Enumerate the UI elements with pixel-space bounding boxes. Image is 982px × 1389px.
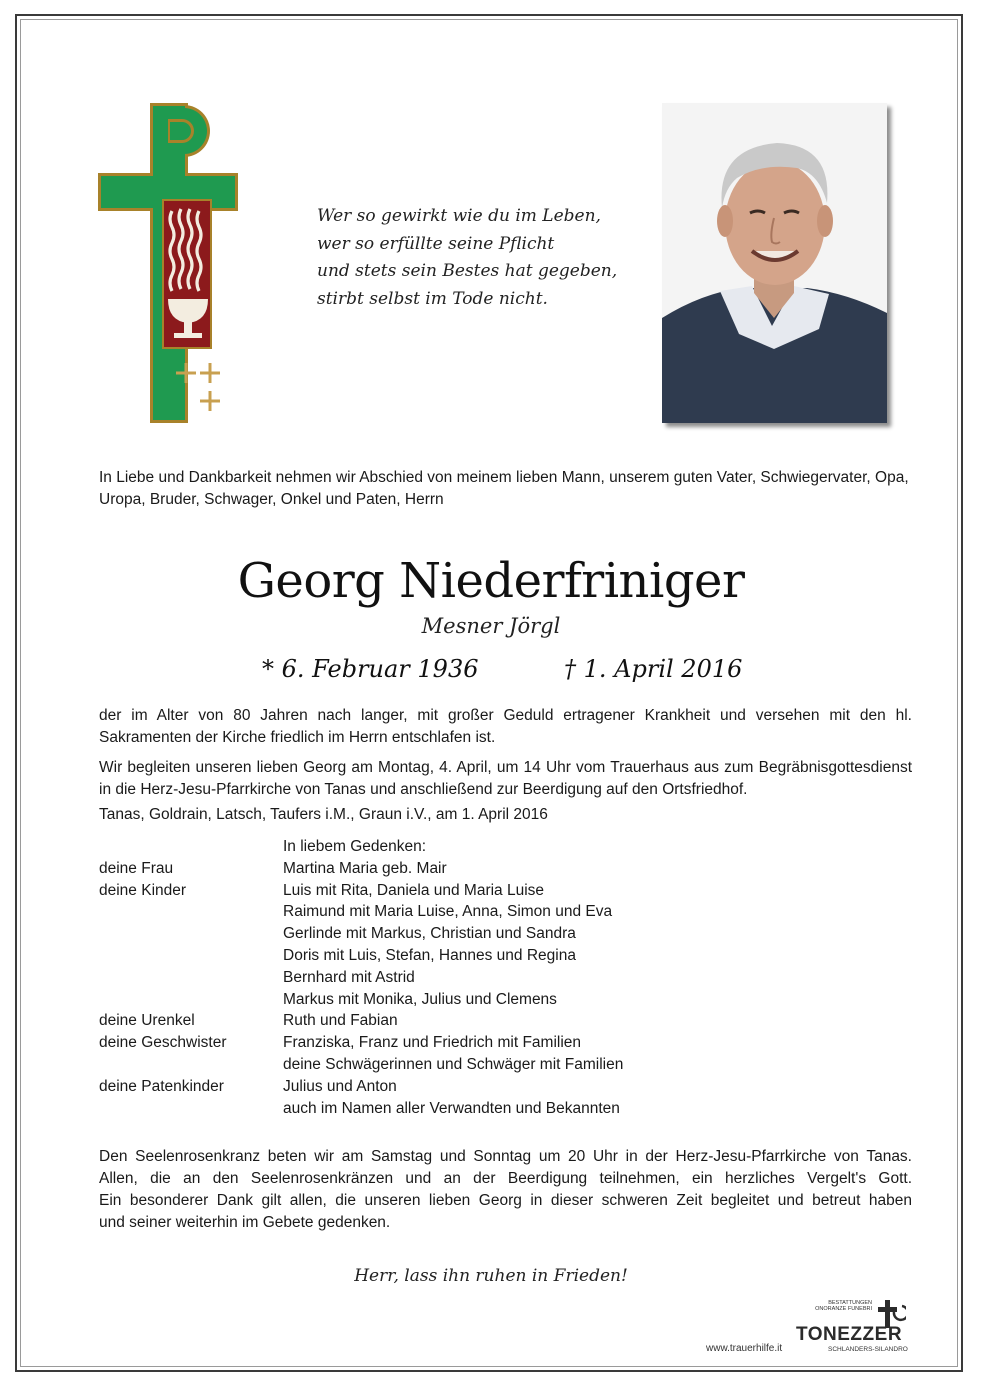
mourner-row xyxy=(99,860,899,882)
mourner-names: Markus mit Monika, Julius und Clemens xyxy=(283,990,557,1008)
mourner-names: Ruth und Fabian xyxy=(283,1012,398,1030)
mourners-list xyxy=(99,838,899,1121)
mourner-names: Gerlinde mit Markus, Christian und Sandra xyxy=(283,925,576,943)
logo-name: TONEZZER xyxy=(796,1324,903,1345)
mourner-names: Doris mit Luis, Stefan, Hannes und Regina xyxy=(283,946,576,964)
chi-rho-cross-emblem xyxy=(98,103,238,423)
mourner-names: auch im Namen aller Verwandten und Bekannten xyxy=(283,1099,620,1117)
portrait-photo xyxy=(662,103,887,423)
mourner-relation: deine Frau xyxy=(99,859,174,877)
website-link[interactable]: www.trauerhilfe.it xyxy=(706,1343,783,1354)
mourner-row xyxy=(99,947,899,969)
place-date: Tanas, Goldrain, Latsch, Taufers i.M., Graun i.V., am 1. April 2016 xyxy=(99,806,548,823)
mourner-names: Raimund mit Maria Luise, Anna, Simon und Eva xyxy=(283,903,613,921)
mourner-names: Bernhard mit Astrid xyxy=(283,968,415,986)
mourner-names: Franziska, Franz und Friedrich mit Familien xyxy=(283,1034,582,1052)
closing-line: Ein besonderer Dank gilt allen, die unseren lieben Georg in dieser schweren Zeit begleitet und betreut haben xyxy=(99,1192,912,1209)
mourner-relation: deine Kinder xyxy=(99,881,187,899)
mourners-heading: In liebem Gedenken: xyxy=(283,838,427,855)
mourner-row xyxy=(99,991,899,1013)
mourner-row xyxy=(99,882,899,904)
closing-text xyxy=(99,1146,912,1234)
closing-line: und seiner weiterhin im Gebete gedenken. xyxy=(99,1214,391,1231)
mourner-row xyxy=(99,1056,899,1078)
farewell-line: Herr, lass ihn ruhen in Frieden! xyxy=(354,1266,628,1286)
mourner-relation: deine Urenkel xyxy=(99,1012,195,1030)
closing-line: Allen, die an den Seelenrosenkränzen und an der Beerdigung teilnehmen, ein herzliches Vergelt's Gott. xyxy=(99,1170,912,1187)
mourner-names: Luis mit Rita, Daniela und Maria Luise xyxy=(283,881,545,899)
intro-text: In Liebe und Dankbarkeit nehmen wir Abschied von meinem lieben Mann, unserem guten Vater, Schwiegervater, Opa, Uropa, Bruder, Schwager, Onkel und Paten, Herrn xyxy=(99,469,909,508)
mourner-row xyxy=(99,1100,899,1122)
mourner-row xyxy=(99,925,899,947)
mourner-row xyxy=(99,969,899,991)
deceased-nickname: Mesner Jörgl xyxy=(421,614,561,638)
funeral-paragraph: Wir begleiten unseren lieben Georg am Montag, 4. April, um 14 Uhr vom Trauerhaus aus zum Begräbnisgottesdienst in die Herz-Jesu-Pfarrkirche von Tanas und anschließend zur Beerdigung auf den Ortsfriedhof. xyxy=(99,759,912,798)
death-date: † 1. April 2016 xyxy=(564,655,743,683)
poem-line: wer so erfüllte seine Pflicht xyxy=(317,233,555,254)
mourner-names: Martina Maria geb. Mair xyxy=(283,859,447,877)
mourner-relation: deine Geschwister xyxy=(99,1034,227,1052)
logo-location: SCHLANDERS-SILANDRO xyxy=(828,1346,908,1353)
poem-line: stirbt selbst im Tode nicht. xyxy=(317,288,548,309)
closing-line: Den Seelenrosenkranz beten wir am Samstag und Sonntag um 20 Uhr in der Herz-Jesu-Pfarrkirche von Tanas. xyxy=(99,1148,912,1165)
poem-line: Wer so gewirkt wie du im Leben, xyxy=(317,206,601,226)
funeral-home-logo xyxy=(796,1298,914,1360)
deceased-name: Georg Niederfriniger xyxy=(237,553,745,609)
mourner-names: Julius und Anton xyxy=(283,1077,397,1095)
mourner-relation: deine Patenkinder xyxy=(99,1077,224,1095)
memorial-poem xyxy=(317,203,617,313)
mourner-names: deine Schwägerinnen und Schwäger mit Familien xyxy=(283,1055,624,1073)
mourner-row xyxy=(99,1012,899,1034)
death-paragraph: der im Alter von 80 Jahren nach langer, mit großer Geduld ertragener Krankheit und versehen mit den hl. Sakramenten der Kirche friedlich im Herrn entschlafen ist. xyxy=(99,707,912,746)
poem-line: und stets sein Bestes hat gegeben, xyxy=(317,261,618,281)
mourner-row xyxy=(99,903,899,925)
mourner-row xyxy=(99,1034,899,1056)
birth-date: * 6. Februar 1936 xyxy=(262,655,479,683)
mourner-row xyxy=(99,1078,899,1100)
logo-tagline: BESTATTUNGEN ONORANZE FUNEBRI xyxy=(815,1300,872,1312)
mourners-heading-row xyxy=(99,838,899,860)
